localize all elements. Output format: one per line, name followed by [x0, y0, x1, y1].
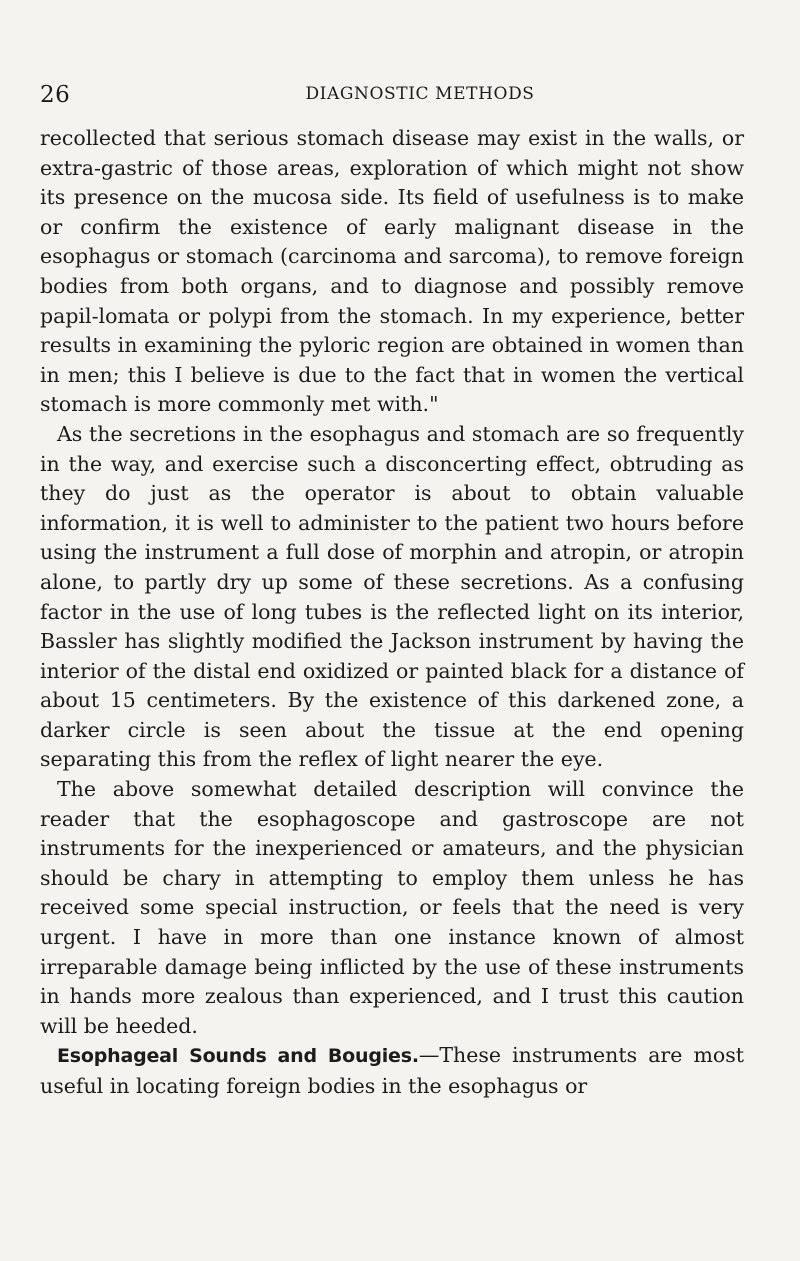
page-header: [40, 82, 740, 112]
body-text: [40, 124, 744, 1102]
page-number: 26: [40, 82, 71, 108]
paragraph-continuation: recollected that serious stomach disease may exist in the walls, or extra-gastric of those areas, exploration of which might not show its presence on the mucosa side. Its field of usefulness is to make or confirm the existence of early malignant disease in the esophagus or stomach (carcinoma and sarcoma), to remove foreign bodies from both organs, and to diagnose and possibly remove papil-lomata or polypi from the stomach. In my experience, better results in examining the pyloric region are obtained in women than in men; this I believe is due to the fact that in women the vertical stomach is more commonly met with.": [40, 126, 744, 417]
paragraph-sounds-bougies: [40, 1041, 744, 1101]
section-text: —These instruments are most useful in locating foreign bodies in the esophagus or: [40, 1043, 744, 1098]
running-head: DIAGNOSTIC METHODS: [305, 84, 535, 104]
paragraph-caution: The above somewhat detailed description will convince the reader that the esophagoscope and gastroscope are not instruments for the inexperienced or amateurs, and the physician should be chary in attempting to employ them unless he has received some special instruction, or feels that the need is very urgent. I have in more than one instance known of almost irreparable damage being inflicted by the use of these instruments in hands more zealous than experienced, and I trust this caution will be heeded.: [40, 777, 744, 1038]
section-heading: Esophageal Sounds and Bougies.: [57, 1045, 419, 1068]
paragraph-secretions: As the secretions in the esophagus and stomach are so frequently in the way, and exercise such a disconcerting effect, obtruding as they do just as the operator is about to obtain valuable information, it is well to administer to the patient two hours before using the instrument a full dose of morphin and atropin, or atropin alone, to partly dry up some of these secretions. As a confusing factor in the use of long tubes is the reflected light on its interior, Bassler has slightly modified the Jackson instrument by having the interior of the distal end oxidized or painted black for a distance of about 15 centimeters. By the existence of this darkened zone, a darker circle is seen about the tissue at the end opening separating this from the reflex of light nearer the eye.: [40, 421, 744, 772]
